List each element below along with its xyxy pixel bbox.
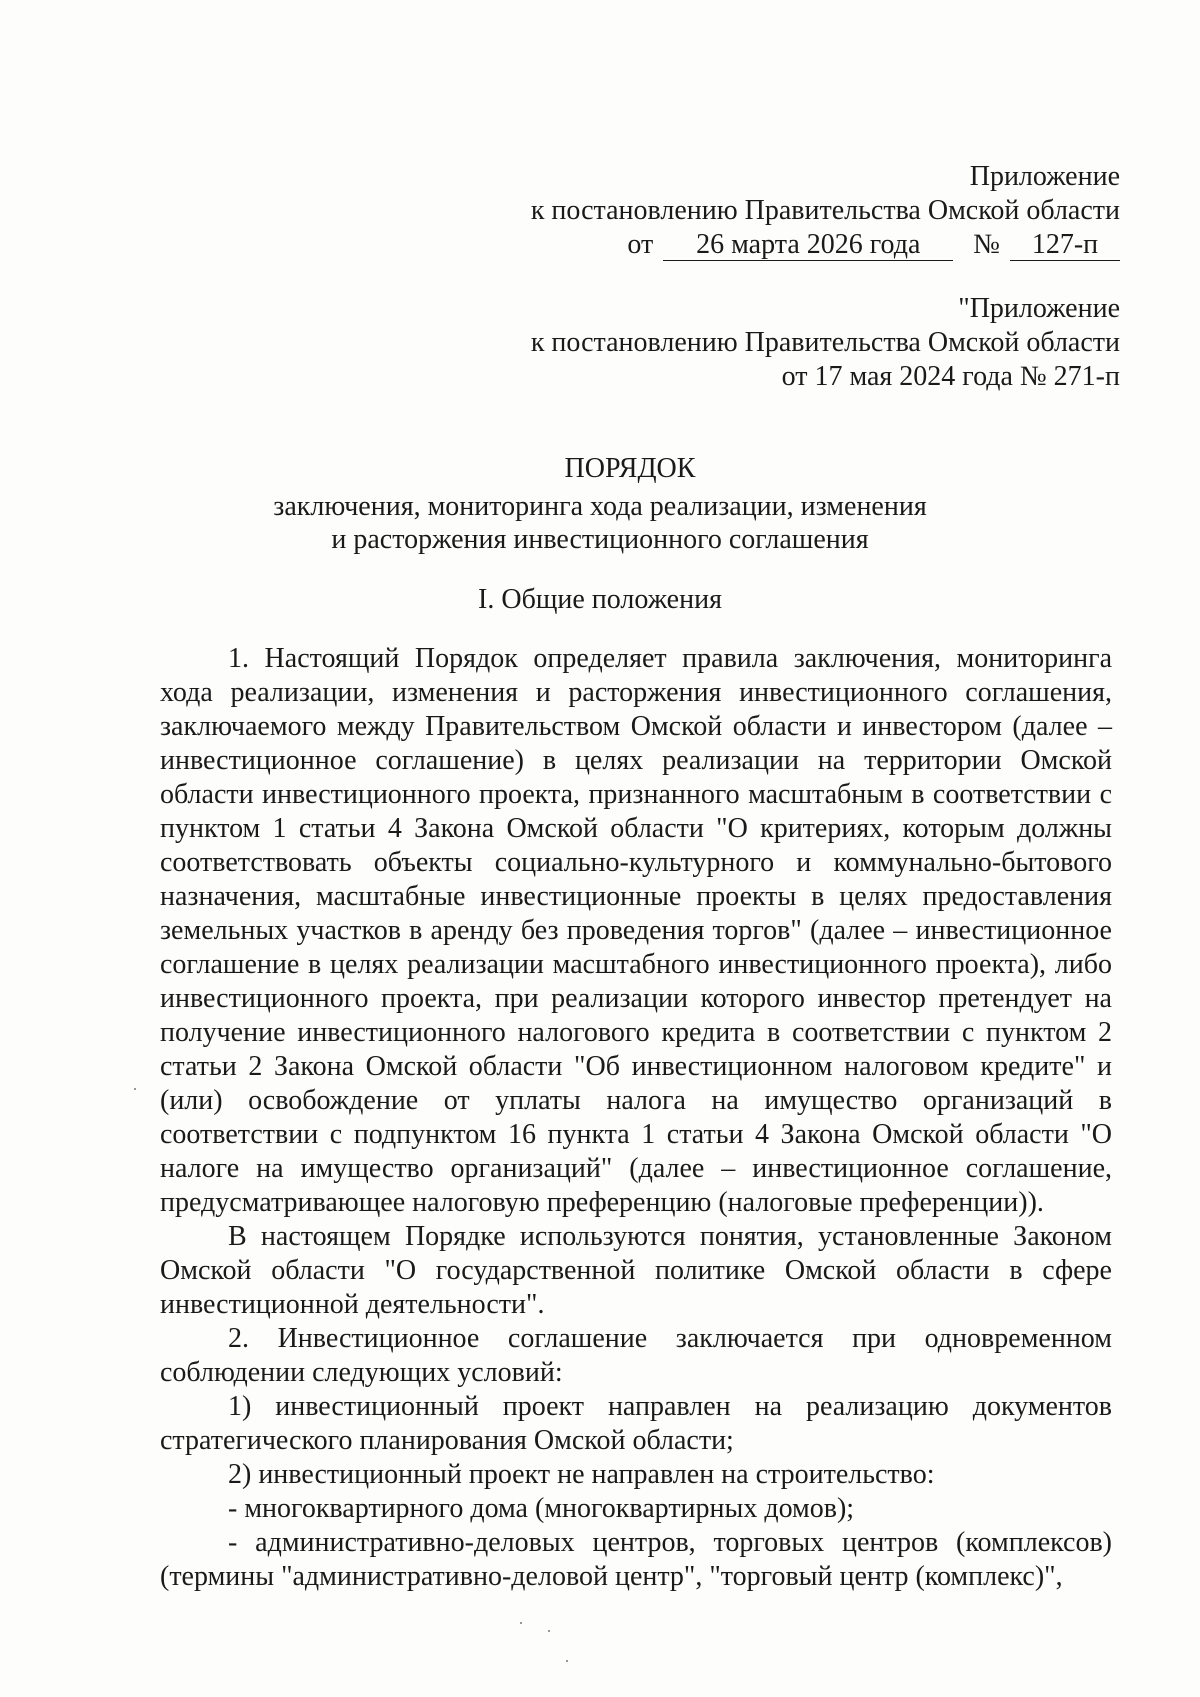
list-item-1: 1) инвестиционный проект направлен на реализацию документов стратегического планирования Омской области; xyxy=(160,1391,1112,1456)
decree-number: 127-п xyxy=(1010,230,1120,261)
date-prefix: от xyxy=(627,229,654,260)
appendix-original-block xyxy=(531,292,1120,394)
section-heading: I. Общие положения xyxy=(478,584,722,615)
decree-date: 26 марта 2026 года xyxy=(663,230,953,261)
paragraph-2: 2. Инвестиционное соглашение заключается при одновременном соблюдении следующих условий: xyxy=(160,1323,1112,1388)
scan-artifact xyxy=(548,1630,550,1632)
document-subtitle-line-1: заключения, мониторинга хода реализации, изменения xyxy=(273,491,927,522)
number-prefix: № xyxy=(973,229,1000,260)
appendix-original-date-line: от 17 мая 2024 года № 271-п xyxy=(781,361,1120,392)
scan-artifact xyxy=(520,1622,522,1624)
scan-artifact xyxy=(134,1088,136,1090)
document-title: ПОРЯДОК xyxy=(564,453,696,484)
list-item-2: 2) инвестиционный проект не направлен на строительство: xyxy=(228,1459,935,1490)
paragraph-1: 1. Настоящий Порядок определяет правила заключения, мониторинга хода реализации, изменения и расторжения инвестиционного соглашения, заключаемого между Правительством Омской области и инвестором (далее – инвестиционное соглашение) в целях реализации на территории Омской области инвестиционного проекта, признанного масштабным в соответствии с пунктом 1 статьи 4 Закона Омской области "О критериях, которым должны соответствовать объекты социально-культурного и коммунально-бытового назначения, масштабные инвестиционные проекты в целях предоставления земельных участков в аренду без проведения торгов" (далее – инвестиционное соглашение в целях реализации масштабного инвестиционного проекта), либо инвестиционного проекта, при реализации которого инвестор претендует на получение инвестиционного налогового кредита в соответствии с пунктом 2 статьи 2 Закона Омской области "Об инвестиционном налоговом кредите" и (или) освобождение от уплаты налога на имущество организаций в соответствии с подпунктом 16 пункта 1 статьи 4 Закона Омской области "О налоге на имущество организаций" (далее – инвестиционное соглашение, предусматривающее налоговую преференцию (налоговые преференции)). xyxy=(160,643,1112,1218)
list-subitem-apartments: - многоквартирного дома (многоквартирных домов); xyxy=(228,1493,855,1524)
appendix-current-block xyxy=(531,160,1120,262)
list-subitem-business-centers: - административно-деловых центров, торговых центров (комплексов) (термины "административно-деловой центр", "торговый центр (комплекс)", xyxy=(160,1527,1112,1592)
document-subtitle-line-2: и расторжения инвестиционного соглашения xyxy=(331,524,869,555)
document-subtitle xyxy=(0,490,1200,556)
appendix-current-date-line xyxy=(531,228,1120,262)
scan-artifact xyxy=(566,1660,568,1662)
appendix-original-subtitle: к постановлению Правительства Омской области xyxy=(530,327,1120,358)
section-body xyxy=(160,642,1112,1594)
appendix-current-title: Приложение xyxy=(969,161,1120,192)
paragraph-definitions: В настоящем Порядке используются понятия, установленные Законом Омской области "О государственной политике Омской области в сфере инвестиционной деятельности". xyxy=(160,1221,1112,1320)
appendix-original-title: "Приложение xyxy=(958,293,1120,324)
appendix-current-subtitle: к постановлению Правительства Омской области xyxy=(530,195,1120,226)
